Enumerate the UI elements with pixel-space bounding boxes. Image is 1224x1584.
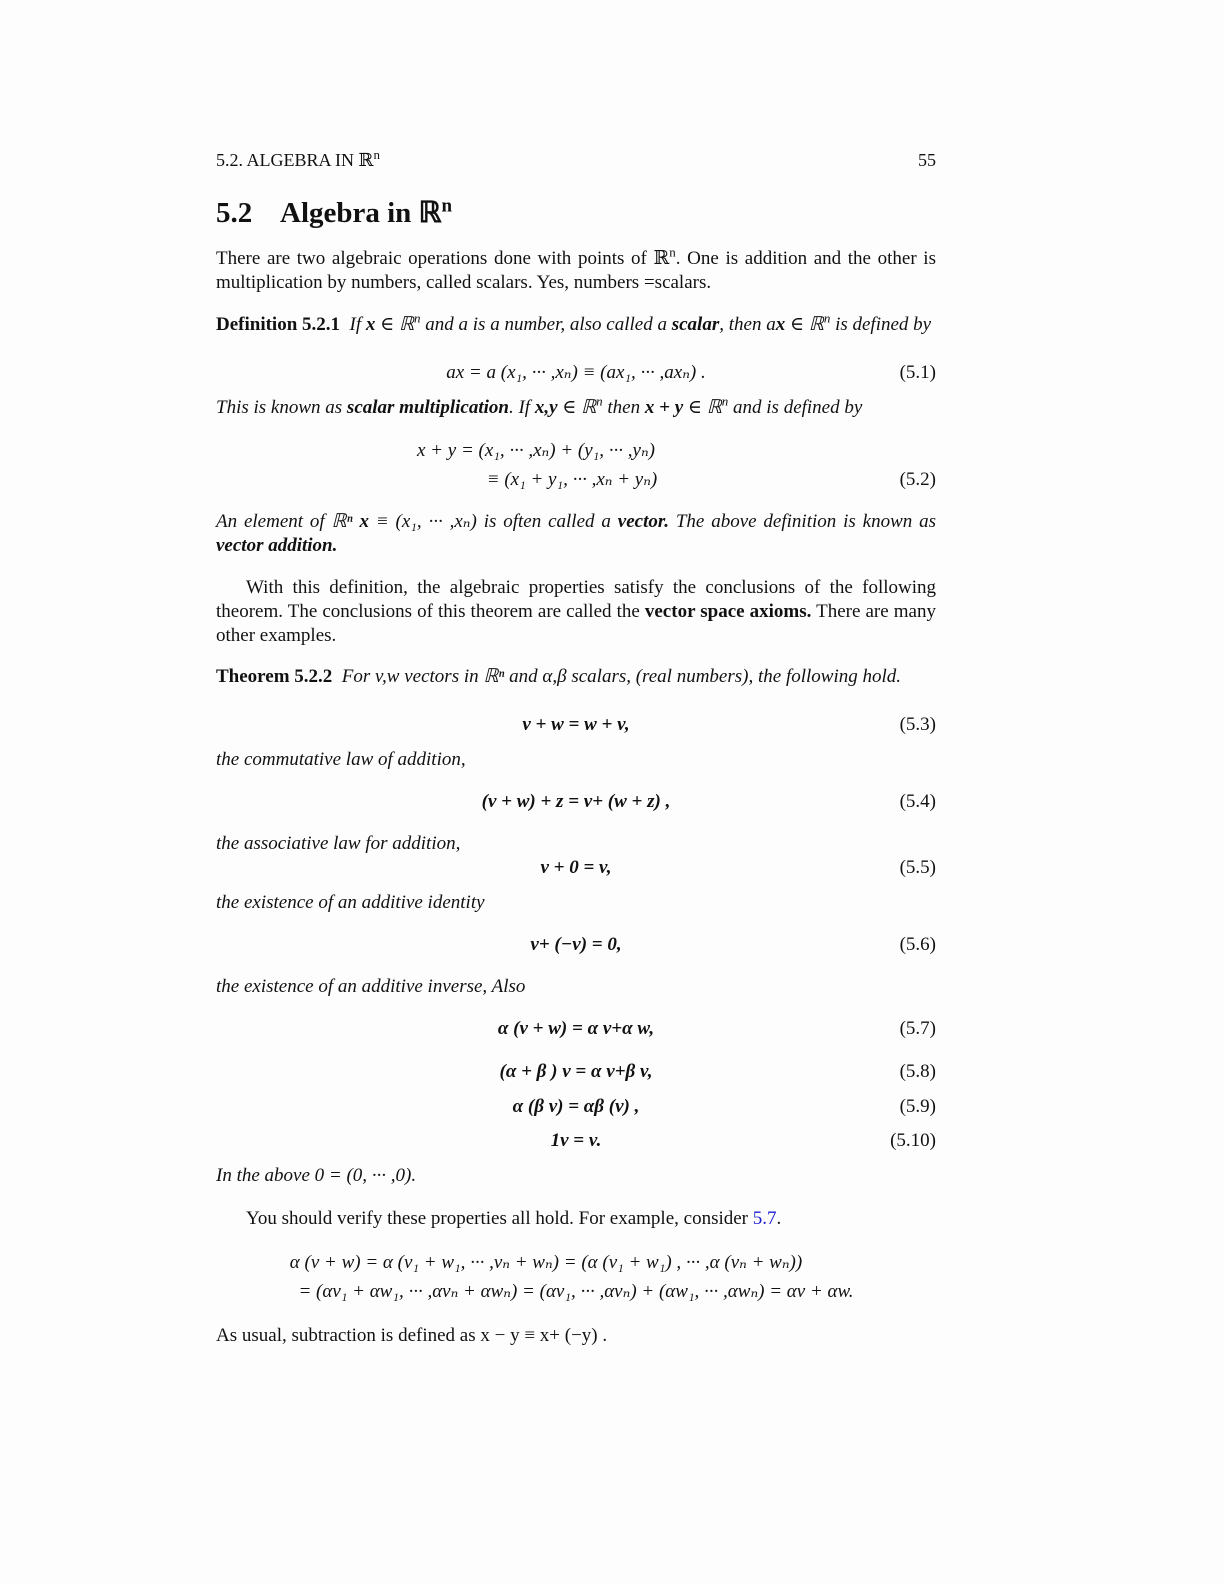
definition-label: Definition 5.2.1 [216,314,341,335]
section-heading [216,195,936,231]
zero-vector-note: In the above 0 = (0, ··· ,0). [216,1165,417,1186]
section-title: Algebra in ℝ$^n$ [280,195,453,229]
section-number: 5.2 [216,197,253,229]
equation-5-2-line2: ≡ (x₁ + y₁, ··· ,xₙ + yₙ) (5.2) [486,469,936,490]
page-number: 55 [918,150,936,170]
note-associative: the associative law for addition, [216,833,461,854]
note-inverse: the existence of an additive inverse, Also [216,976,526,997]
running-header [216,148,936,172]
header-title: 5.2. ALGEBRA IN ℝ$^n$ [216,147,380,170]
equation-5-3: v + w = w + v, (5.3) [522,714,936,735]
theorem-label: Theorem 5.2.2 [216,666,333,687]
note-commutative: the commutative law of addition, [216,749,466,770]
equation-link-5-7[interactable]: 5.7 [752,1208,777,1229]
equation-5-4: (v + w) + z = v+ (w + z) , (5.4) [481,791,936,812]
equation-5-9: α (β v) = αβ (v) , (5.9) [512,1096,936,1117]
equation-5-8: (α + β ) v = α v+β v, (5.8) [499,1061,936,1082]
equation-5-5: v + 0 = v, (5.5) [540,857,936,878]
scalar-multiplication-text: This is known as scalar multiplication. If x,y ∈ ℝ$^n$ then x + y ∈ ℝ$^n$ and is defined by [216,393,863,418]
equation-5-2-line1: x + y = (x₁, ··· ,xₙ) + (y₁, ··· ,yₙ) [417,440,655,461]
equation-5-6: v+ (−v) = 0, (5.6) [530,934,936,955]
proof-line-2: = (αv₁ + αw₁, ··· ,αvₙ + αwₙ) = (αv₁, ··· ,αvₙ) + (αw₁, ··· ,αwₙ) = αv + αw. [298,1281,854,1302]
equation-5-7: α (v + w) = α v+α w, (5.7) [497,1018,936,1039]
intro-paragraph: There are two algebraic operations done with points of ℝ$^n$. One is addition and the other is multiplication by numbers, called scalars. Yes, numbers =scalars. [216,244,936,293]
equation-5-10: 1v = v. (5.10) [550,1130,936,1151]
axioms-paragraph: With this definition, the algebraic properties satisfy the conclusions of the following theorem. The conclusions of this theorem are called the vector space axioms. There are many other examples. [216,577,936,646]
proof-line-1: α (v + w) = α (v₁ + w₁, ··· ,vₙ + wₙ) = (α (v₁ + w₁) , ··· ,α (vₙ + wₙ)) [289,1252,803,1273]
equation-5-1: ax = a (x₁, ··· ,xₙ) ≡ (ax₁, ··· ,axₙ) . (5.1) [446,362,936,383]
note-identity: the existence of an additive identity [216,892,485,913]
theorem-5-2-2: Theorem 5.2.2 For v,w vectors in ℝⁿ and α,β scalars, (real numbers), the following hold. [216,666,902,687]
subtraction-paragraph: As usual, subtraction is defined as x − y ≡ x+ (−y) . [216,1325,608,1346]
verify-paragraph: You should verify these properties all hold. For example, consider 5.7. [246,1208,782,1229]
definition-5-2-1: Definition 5.2.1 If x ∈ ℝ$^n$ and a is a number, also called a scalar, then ax ∈ ℝ$^n$ is defined by [216,310,932,335]
vector-definition-text: An element of ℝⁿ x ≡ (x₁, ··· ,xₙ) is often called a vector. The above definition is known as vector addition. [216,511,937,556]
